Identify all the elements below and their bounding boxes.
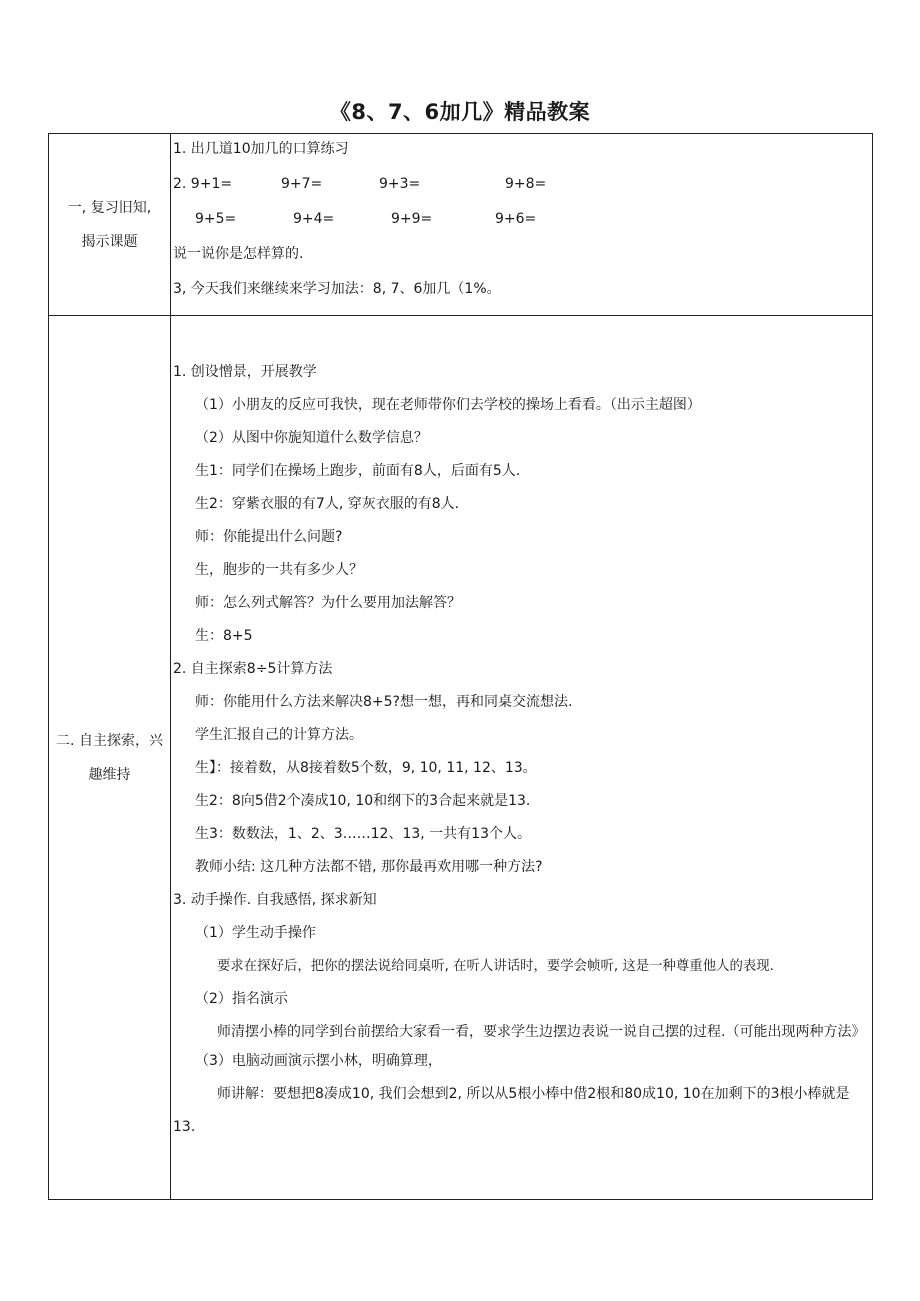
content-line: （2）指名演示 — [195, 991, 288, 1007]
content-line: 生】：接着数，从8接着数5个数，9, 10, 11, 12、13。 — [195, 760, 537, 776]
equation: 2. 9+1= — [173, 176, 233, 192]
section-label-line: 趣维持 — [88, 766, 131, 783]
content-line: 生2：穿紫衣服的有7人, 穿灰衣服的有8人. — [195, 496, 460, 512]
content-line: 学生汇报自己的计算方法。 — [195, 727, 363, 743]
content-line: 生2：8向5借2个凑成10, 10和纲下的3合起来就是13. — [195, 793, 531, 809]
content-line: （2）从图中你旎知道什么数学信息？ — [195, 430, 428, 446]
content-line: 3. 动手操作. 自我感悟, 探求新知 — [173, 892, 377, 908]
content-line: 要求在探好后，把你的摆法说给同桌听, 在听人讲话时，要学会帧听, 这是一种尊重他人的表现. — [217, 959, 774, 974]
content-line: 生，胞步的一共有多少人？ — [195, 562, 363, 578]
section-explore-row — [49, 316, 873, 1200]
content-line: 师：你能用什么方法来解决8+5?想一想，再和同桌交流想法. — [195, 694, 573, 710]
section-label-line: 二. 自主探索，兴 — [56, 732, 163, 749]
section-review-label — [49, 134, 171, 316]
lesson-plan-table — [48, 133, 873, 1200]
section-review-row — [49, 134, 873, 316]
document-title: 《8、7、6加几》精品教案 — [329, 100, 591, 124]
equation: 9+7= — [281, 176, 323, 192]
content-line: 1. 创设憎景，开展教学 — [173, 364, 317, 380]
content-line: （1）小朋友的反应可我快，现在老师带你们去学校的操场上看看。（出示主超图） — [195, 397, 701, 413]
section-label-line: 揭示课题 — [81, 233, 138, 250]
section-explore-content — [171, 316, 873, 1200]
equation: 9+9= — [391, 211, 433, 227]
content-line: 师清摆小棒的同学到台前摆给大家看一看，要求学生边摆边表说一说自己摆的过程.（可能出现两种方法》 — [217, 1024, 866, 1040]
equation: 9+4= — [293, 211, 335, 227]
equation: 9+5= — [195, 211, 237, 227]
section-review-content — [171, 134, 873, 316]
equation: 9+6= — [495, 211, 537, 227]
content-line: 师：怎么列式解答？为什么要用加法解答？ — [195, 595, 461, 611]
content-line: 2. 自主探索8÷5计算方法 — [173, 661, 333, 677]
content-line: 3, 今天我们来继续来学习加法：8, 7、6加几（1%。 — [173, 281, 501, 297]
content-line: （3）电脑动画演示摆小林，明确算理， — [195, 1053, 442, 1069]
equation: 9+3= — [379, 176, 421, 192]
section-label-line: 一, 复习旧知, — [67, 199, 152, 216]
section-explore-label — [49, 316, 171, 1200]
equation: 9+8= — [505, 176, 547, 192]
content-line: 教师小结: 这几种方法都不错, 那你最再欢用哪一种方法? — [195, 859, 543, 875]
content-line: 说一说你是怎样算的. — [173, 246, 304, 262]
content-line: 师：你能提出什么问题? — [195, 529, 343, 545]
content-line: 1. 出几道10加几的口算练习 — [173, 141, 349, 157]
content-line: 生3：数数法，1、2、3……12、13, 一共有13个人。 — [195, 826, 531, 842]
content-line: 生：8+5 — [195, 628, 253, 644]
equation-row — [173, 175, 872, 194]
content-line: 师讲解：要想把8凑成10, 我们会想到2, 所以从5根小棒中借2根和80成10, 10在加剩下的3根小棒就是13. — [173, 1086, 850, 1135]
content-line: （1）学生动手操作 — [195, 925, 316, 941]
equation-row — [173, 210, 872, 229]
content-line: 生1：同学们在操场上跑步，前面有8人，后面有5人. — [195, 463, 521, 479]
